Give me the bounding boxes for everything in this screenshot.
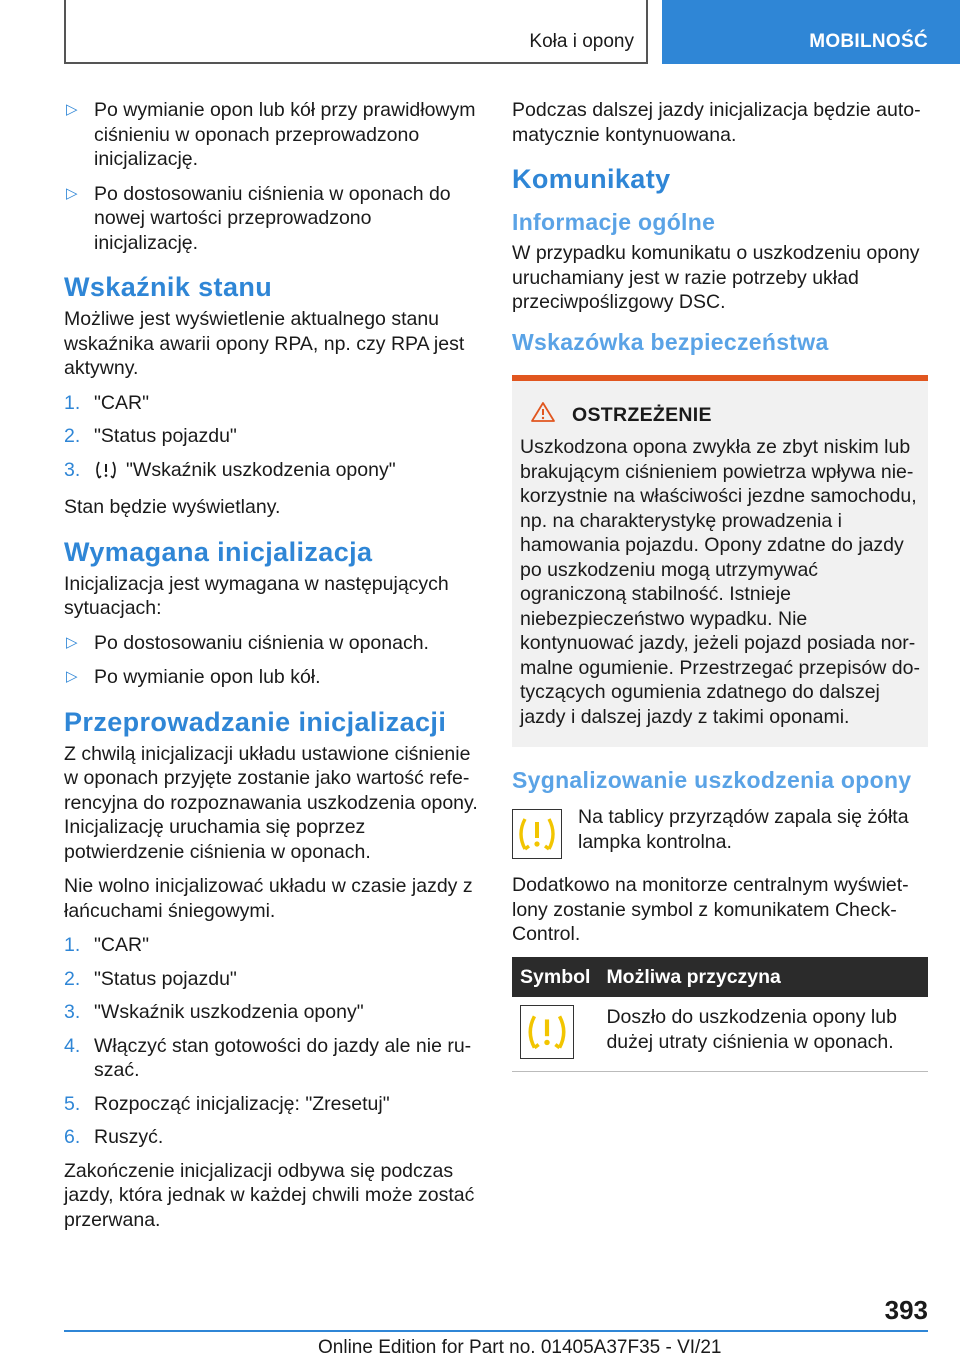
monitor-text: Dodatkowo na monitorze centralnym wyświetlony zostanie symbol z komunikatem Check-Control.: [512, 874, 909, 945]
col-header-cause: Możliwa przyczyna: [598, 957, 928, 998]
indicator-lamp-row: [512, 805, 928, 859]
warning-box: [512, 375, 928, 748]
triangle-bullet-icon: ▷: [66, 668, 78, 685]
symbol-table: [512, 957, 928, 1073]
step-item: 2. "Status pojazdu": [64, 425, 237, 447]
tpms-warning-icon: [520, 1005, 574, 1059]
warning-text: Uszkodzona opona zwykła ze zbyt niskim lub brakującym ciśnieniem powietrza wpływa niekorzystnie na właściwości jezdne samochodu, np. na charakterystykę prowadzenia i hamowania pojazdu. Opony zdatne do jazdy po uszkodzeniu mogą utrzymywać ograniczoną stabilność. Istnieje niebezpieczeństwo wypadku. Nie kontynuować jazdy, jeżeli pojazd posiada normalne ogumienie. Przestrzegać przepisów dotyczących ogumienia zdatnego do dalszej jazdy i dalszej jazdy z takimi oponami.: [520, 436, 920, 728]
heading-safety-note: Wskazówka bezpieczeństwa: [512, 328, 829, 355]
tpms-icon: [94, 460, 118, 487]
list-item: ▷ Po wymianie opon lub kół.: [66, 666, 321, 688]
step-item: 1. "CAR": [64, 391, 150, 414]
header-chapter-box: [662, 0, 960, 64]
general-text: W przypadku komunikatu o uszkodzeniu opony uruchamiany jest w razie potrzeby układ przeciwpoślizgowy DSC.: [512, 242, 920, 313]
list-item: ▷ Po wymianie opon lub kół przy prawidłowym ciśnieniu w oponach przeprowadzono inicjalizację.: [66, 99, 476, 170]
heading-perform-init: Przeprowadzanie inicjalizacji: [64, 706, 447, 737]
header-section-box: [64, 0, 648, 64]
heading-general-info: Informacje ogólne: [512, 209, 716, 235]
triangle-bullet-icon: ▷: [66, 101, 78, 118]
perform-para1: Z chwilą inicjalizacji układu ustawione ciśnienie w oponach przyjęte zostanie jako wartość referencyjna do rozpoznawania uszkodzenia opony. Inicjalizację uruchamia się poprzez potwierdzenie ciśnienia w oponach.: [64, 742, 478, 863]
triangle-bullet-icon: ▷: [66, 184, 78, 202]
status-steps: [64, 391, 478, 487]
perform-para2: Nie wolno inicjalizować układu w czasie jazdy z łańcuchami śniegowymi.: [64, 875, 473, 922]
continue-text: Podczas dalszej jazdy inicjalizacja będzie automatycznie kontynuowana.: [512, 99, 921, 146]
heading-status-indicator: Wskaźnik stanu: [64, 272, 273, 302]
step-item: 2. "Status pojazdu": [64, 967, 237, 990]
step-item: 3. "Wskaźnik uszkodzenia opony": [64, 458, 478, 487]
status-intro: Możliwe jest wyświetlenie aktualnego stanu wskaźnika awarii opony RPA, np. czy RPA jest aktywny.: [64, 308, 465, 379]
page-number: 393: [884, 1295, 928, 1325]
cause-cell: Doszło do uszkodzenia opony lub dużej utraty ciśnienia w oponach.: [598, 997, 928, 1072]
list-item: ▷ Po dostosowaniu ciśnienia w oponach do nowej wartości przeprowadzono inicjalizację.: [66, 182, 451, 254]
chapter-title: MOBILNOŚĆ: [809, 31, 928, 52]
heading-required-init: Wymagana inicjalizacja: [64, 536, 373, 567]
perform-steps: [64, 933, 478, 1150]
warning-title: OSTRZEŻENIE: [572, 403, 712, 426]
heading-tire-damage-signal: Sygnalizowanie uszkodzenia opony: [512, 767, 912, 793]
footer-edition: Online Edition for Part no. 01405A37F35 - VI/21: [318, 1337, 722, 1358]
bullet-list-top: [64, 98, 478, 255]
required-bullets: [64, 631, 478, 690]
perform-outro: Zakończenie inicjalizacji odbywa się podczas jazdy, która jednak w każdej chwili może zostać przerwana.: [64, 1159, 475, 1231]
step-item: 1. "CAR": [64, 934, 150, 956]
lamp-description: Na tablicy przyrządów zapala się żółta lampka kontrolna.: [578, 806, 909, 853]
section-title: Koła i opony: [529, 31, 634, 52]
step-item: 5. Rozpocząć inicjalizację: "Zresetuj": [64, 1092, 390, 1115]
left-column: [64, 98, 478, 1242]
col-header-symbol: Symbol: [512, 957, 598, 998]
footer-divider: [64, 1330, 928, 1332]
symbol-cell: [512, 997, 598, 1072]
step-item: 3. "Wskaźnik uszkodzenia opony": [64, 1001, 364, 1023]
triangle-bullet-icon: ▷: [66, 633, 78, 651]
status-outro: Stan będzie wyświetlany.: [64, 496, 281, 518]
heading-messages: Komunikaty: [512, 164, 671, 194]
warning-triangle-icon: [530, 401, 556, 430]
right-column: [512, 98, 928, 1072]
required-intro: Inicjalizacja jest wymagana w następujących sytuacjach:: [64, 572, 449, 619]
step-item: 6. Ruszyć.: [64, 1126, 164, 1148]
table-row: [512, 997, 928, 1072]
list-item: ▷ Po dostosowaniu ciśnienia w oponach.: [66, 631, 429, 654]
warning-header: [520, 401, 920, 430]
step-item: 4. Włączyć stan gotowości do jazdy ale nie ruszać.: [64, 1034, 472, 1081]
tpms-lamp-icon: [512, 809, 562, 859]
